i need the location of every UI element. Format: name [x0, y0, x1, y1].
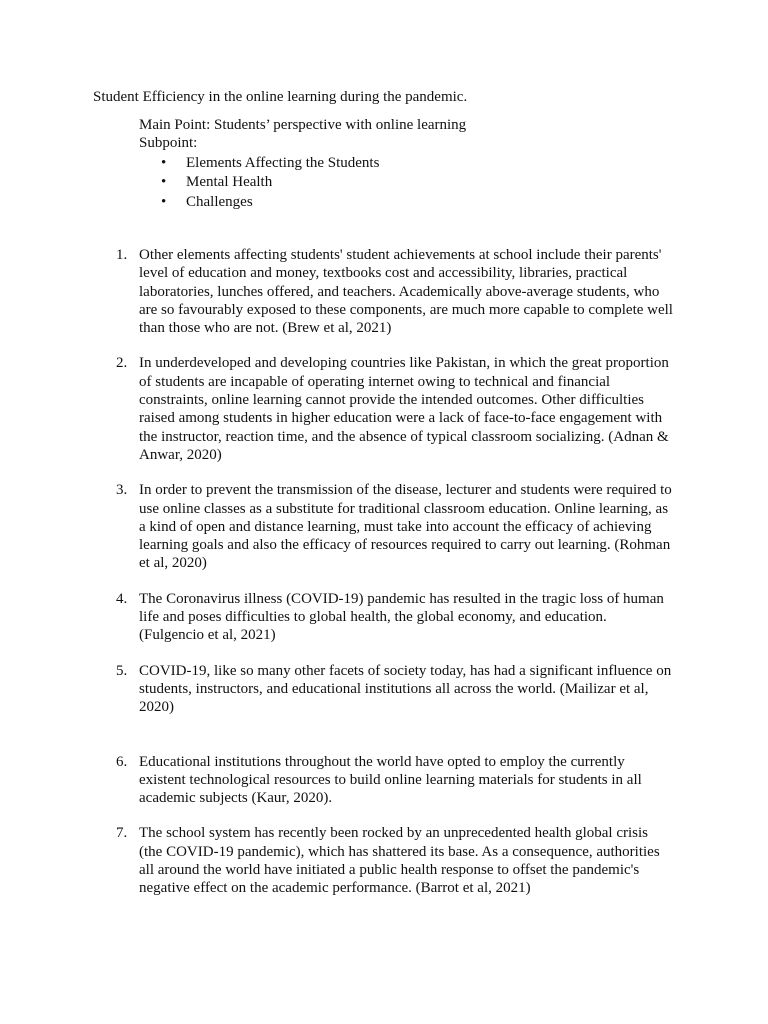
point-text: In order to prevent the transmission of the disease, lecturer and students were required to use online classes as a substitute for traditional classroom education. Online learning, as a kind of open and distance learning, must take into account the efficacy of achieving learning goals and also the efficacy of resources required to carry out learning. (Rohman et al, 2020)	[139, 482, 672, 572]
point-number: 6.	[116, 753, 128, 770]
subpoint-label: Subpoint:	[139, 135, 198, 152]
outline-block	[139, 116, 659, 213]
point-item	[0, 481, 674, 572]
subpoint-item	[139, 154, 659, 172]
point-text: The school system has recently been rocked by an unprecedented health global crisis (the COVID-19 pandemic), which has shattered its base. As a consequence, authorities all around the world have initiated a public health response to offset the pandemic's negative effect on the academic performance. (Barrot et al, 2021)	[139, 825, 660, 897]
point-item	[0, 354, 674, 464]
point-text: COVID-19, like so many other facets of society today, has had a significant influence on students, instructors, and educational institutions all across the world. (Mailizar et al, 2020)	[139, 662, 672, 716]
point-number: 3.	[116, 482, 128, 499]
bullet-icon: •	[161, 193, 167, 210]
point-item	[0, 824, 674, 897]
point-number: 7.	[116, 825, 128, 842]
subpoint-list	[139, 154, 659, 212]
point-text: In underdeveloped and developing countries like Pakistan, in which the great proportion of students are incapable of operating internet owing to technical and financial constraints, online learning cannot provide the intended outcomes. Other difficulties raised among students in higher education were a lack of face-to-face engagement with the instructor, reaction time, and the absence of typical classroom socializing. (Adnan & Anwar, 2020)	[139, 355, 669, 463]
point-text: Educational institutions throughout the world have opted to employ the currently existent technological resources to build online learning materials for students in all academic subjects (Kaur, 2020).	[139, 753, 642, 807]
point-text: Other elements affecting students' student achievements at school include their parents' level of education and money, textbooks cost and accessibility, libraries, practical laboratories, lunches offered, and teachers. Academically above-average students, who are so favourably exposed to these components, are much more capable to complete well than those who are not. (Brew et al, 2021)	[139, 247, 673, 337]
document-title: Student Efficiency in the online learning during the pandemic.	[93, 89, 468, 105]
point-item	[0, 590, 674, 645]
point-item	[0, 246, 674, 337]
point-number: 4.	[116, 590, 128, 607]
point-number: 1.	[116, 247, 128, 263]
point-text: The Coronavirus illness (COVID-19) pandemic has resulted in the tragic loss of human life and poses difficulties to global health, the global economy, and education. (Fulgencio et al, 2021)	[139, 590, 664, 644]
point-number: 5.	[116, 662, 128, 679]
bullet-icon: •	[161, 154, 167, 171]
subpoint-item	[139, 193, 659, 211]
main-point: Main Point: Students’ perspective with online learning	[139, 117, 467, 133]
subpoint-text: Mental Health	[186, 174, 273, 191]
subpoint-text: Elements Affecting the Students	[186, 154, 380, 171]
numbered-points-list	[0, 246, 768, 915]
point-item	[0, 753, 674, 808]
point-number: 2.	[116, 355, 128, 372]
bullet-icon: •	[161, 174, 167, 191]
point-item	[0, 662, 674, 717]
subpoint-text: Challenges	[186, 193, 253, 210]
subpoint-item	[139, 173, 659, 191]
